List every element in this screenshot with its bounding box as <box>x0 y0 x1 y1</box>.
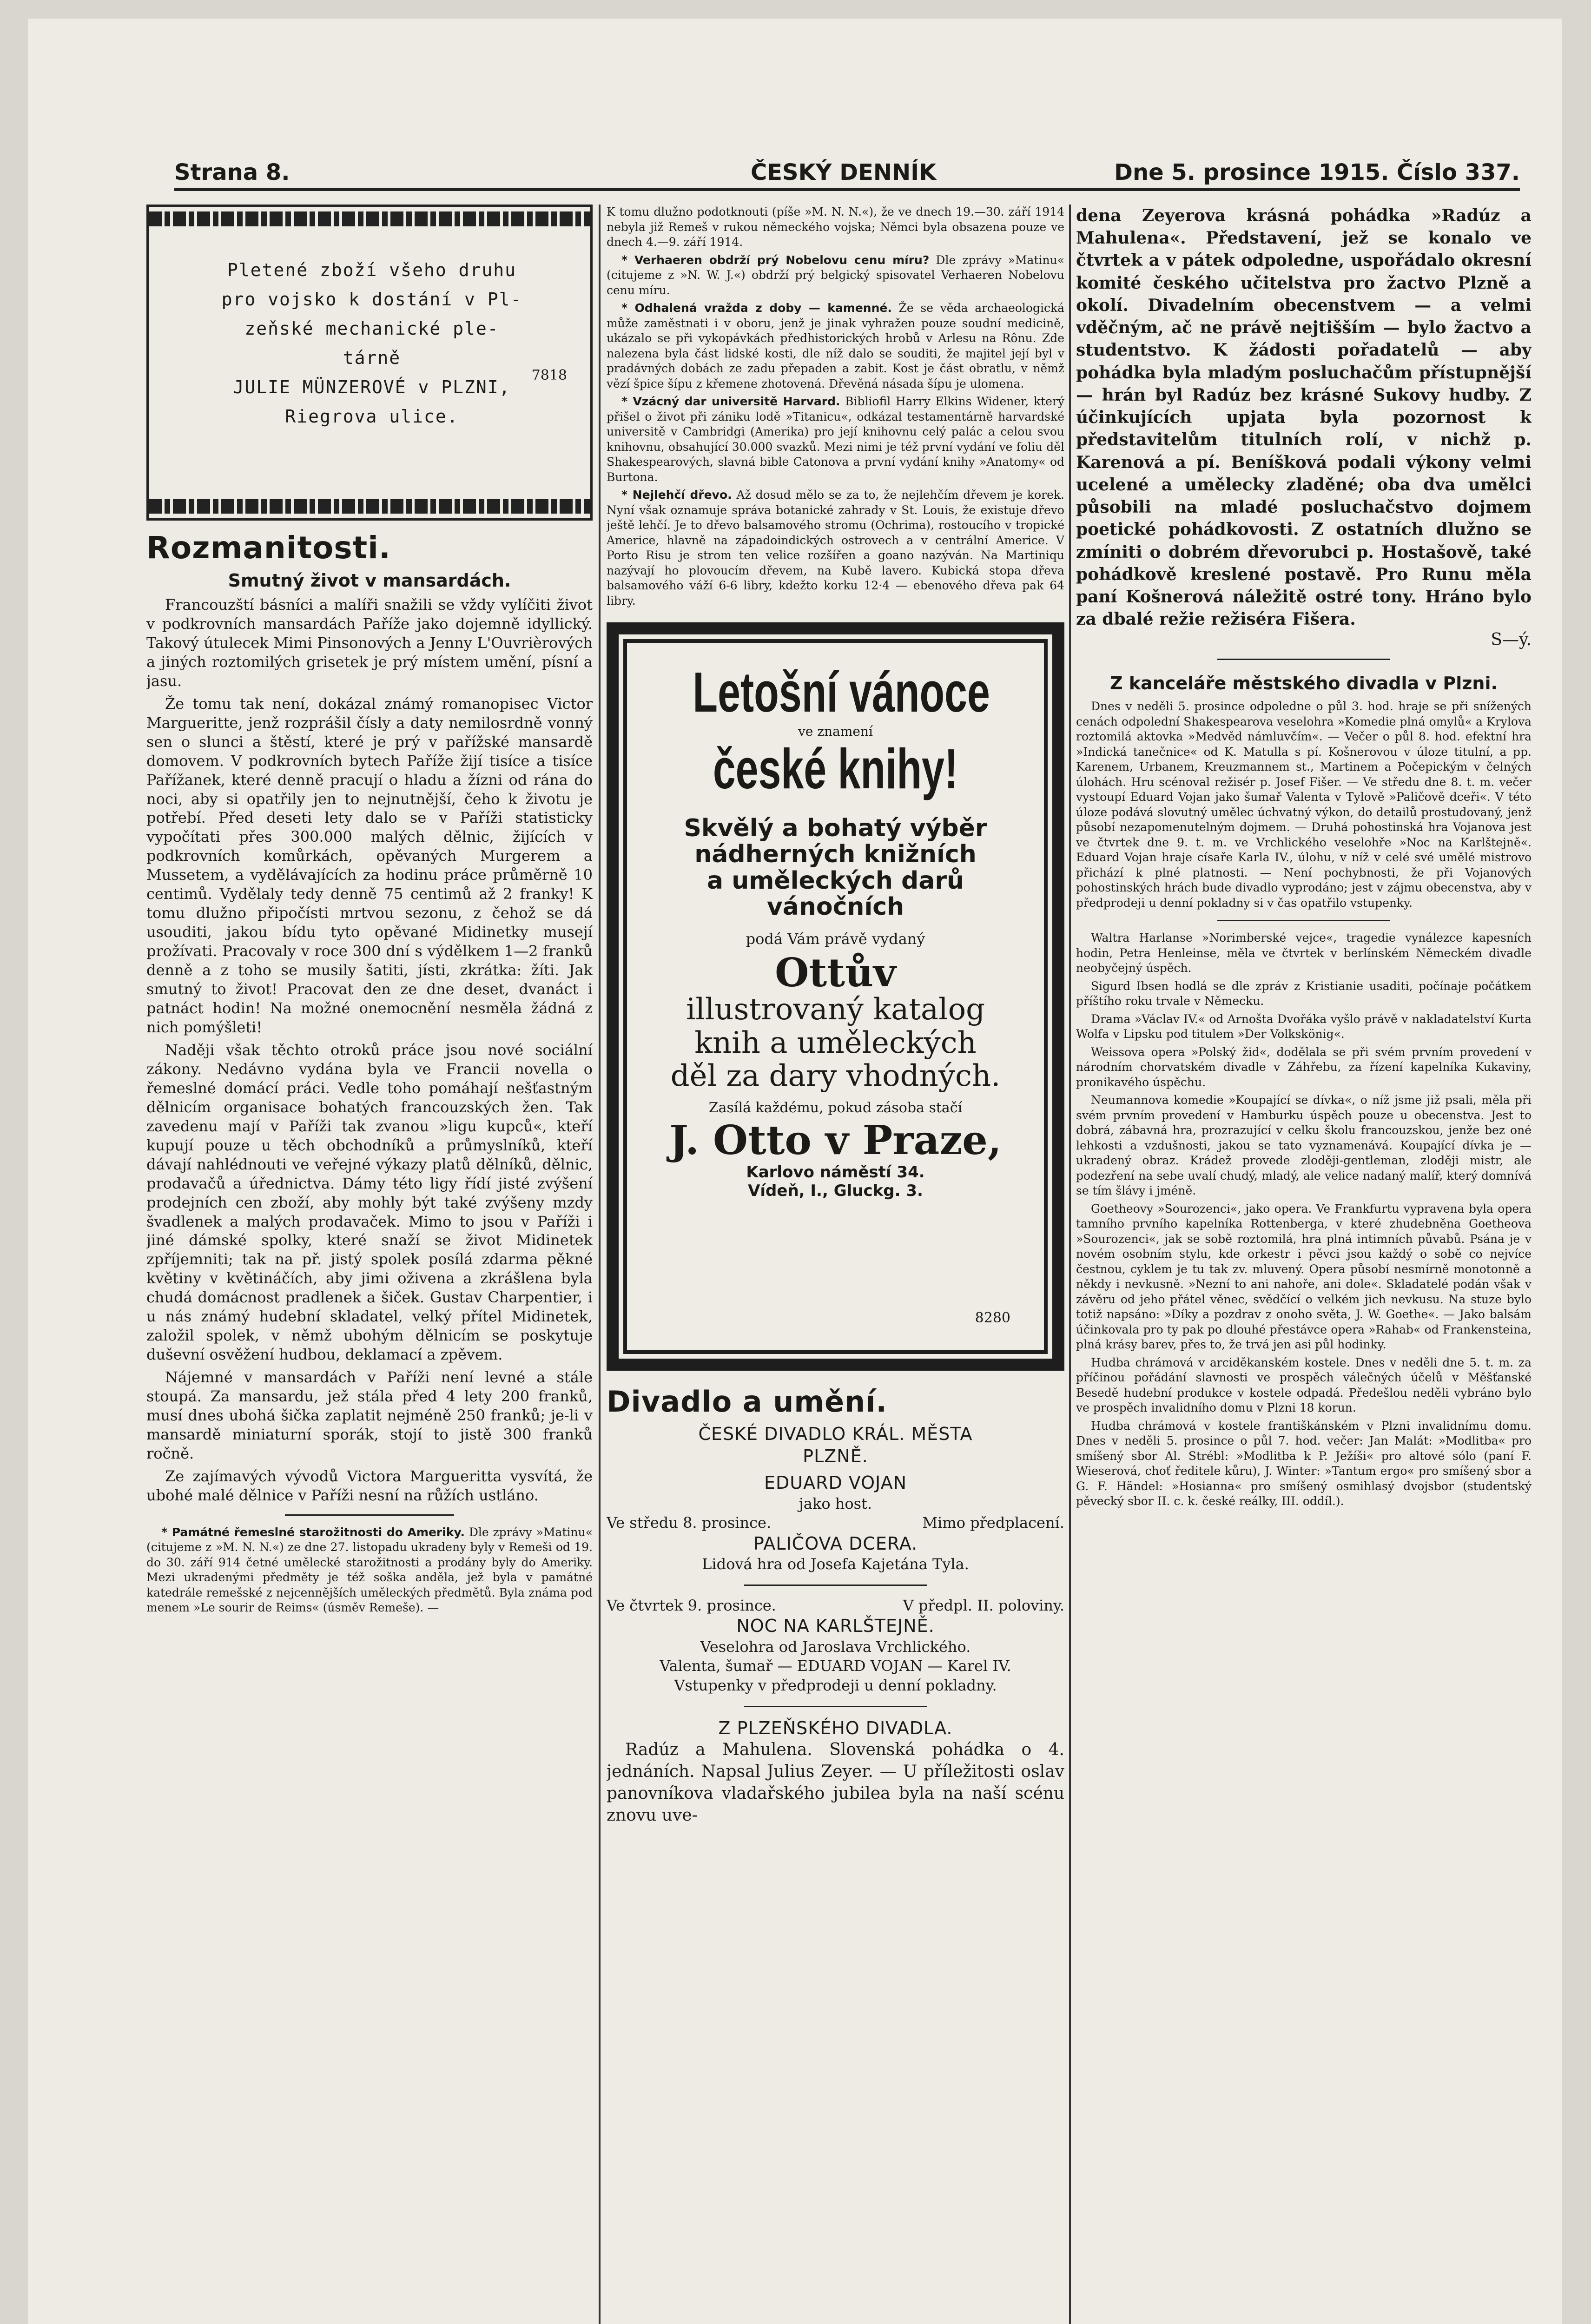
note <box>607 488 1064 608</box>
performance-date-row <box>607 1596 1064 1616</box>
performance-date: Ve středu 8. prosince. <box>607 1514 772 1532</box>
play-subtitle: Veselohra od Jaroslava Vrchlického. <box>700 1637 971 1656</box>
performance-note: Mimo předplacení. <box>922 1514 1064 1532</box>
ad-headline: Letošní vánoce <box>693 660 990 724</box>
ad-text <box>172 256 572 431</box>
column-2 <box>607 205 1064 2324</box>
page-header <box>174 156 1520 191</box>
advertisement-munzerova <box>146 205 593 521</box>
ad-offer-line: vánočních <box>766 892 904 921</box>
play-cast: Valenta, šumař — EDUARD VOJAN — Karel IV. <box>660 1657 1011 1675</box>
advertisement-otto <box>607 622 1064 1371</box>
ad-line: tárně <box>343 348 401 369</box>
review-continuation <box>1076 205 1532 630</box>
ad-offer-line: nádherných knižních <box>694 840 977 869</box>
page-number: Strana 8. <box>174 159 290 185</box>
theatre-section <box>607 1385 1064 1826</box>
note <box>607 253 1064 298</box>
ad-sending: Zasílá každému, pokud zásoba stačí <box>708 1100 963 1116</box>
column-rule-1 <box>599 205 601 2324</box>
notice-starozitnosti <box>146 1525 593 1616</box>
article-paragraph: Francouzští básníci a malíři snažili se vždy vylíčiti život v podkrovních mansardách Paříže jako dojemně idyllický. Takový útulecek Mimi Pinsonových a Jenny L'Ouvrièrových a jiných roztomilých grisetek je prý místem umění, písní a jasu. <box>146 596 593 690</box>
office-paragraph: Dnes v neděli 5. prosince odpoledne o půl 3. hod. hraje se při snížených cenách odpolední Shakespearova veselohra »Komedie plná omylů« a Krylova roztomilá aktovka »Medvěd námluvčím«. — Večer o půl 8. hod. efektní hra »Indická tanečnice« od K. Matulla s pí. Košnerovou v úloze titulní, a pp. Karenem, Urbanem, Kreuzmannem st., Martinem a Počepickým v čelných úlohách. Hru scénoval režisér p. Josef Fišer. — Ve středu dne 8. t. m. večer vystoupí Eduard Vojan jako šumař Valenta v Tylově »Paličově dceři«. V této úloze podává slovutný umělec úchvatný výkon, do detailů prostudovaný, jenž působí nezapomenutelným dojmem. — Druhá pohostinská hra Vojanova jest ve čtvrtek dne 9. t. m. ve Vrchlického veselohře »Noc na Karlštejně«. Eduard Vojan hraje císaře Karla IV., úlohu, v níž v celé své umělé mistrovo přichází k plné platnosti. — Není pochybnosti, že při Vojanových pohostinských hrách bude divadlo vyprodáno; jest v zájmu obecenstva, aby v předprodeji u denní pokladny si v čas opatřilo vstupenky. <box>1076 700 1532 910</box>
divider <box>285 1514 455 1516</box>
notice-text: Dle zprávy »Matinu« (citujeme z »M. N. N.«) ze dne 27. listopadu ukradeny byly v Remeši od 19. do 30. září 914 četné umělecké starožitnosti a prodány byly do Ameriky. Mezi ukradenými předměty je též soška anděla, jež byla v památné katedrále remešské z nejcennějších uměleckých předmětů. Byla známa pod menem »Le sourir de Reims« (úsměv Remeše). — <box>146 1525 593 1615</box>
ad-line: Pletené zboží všeho druhu <box>227 260 516 280</box>
ad-catalog <box>637 993 1034 1093</box>
ad-line: pro vojsko k dostání v Pl- <box>221 289 522 310</box>
note-text: Až dosud mělo se za to, že nejlehčím dřevem je korek. Nyní však oznamuje správa botanické zahrady v St. Louis, že existuje dřevo ještě lehčí. Je to dřevo balsamového stromu (Ochrima), rostoucího v tropické Americe, hlavně na západoindických ostrovech a v centrální Americe. V Porto Risu je strom ten velice rozšířen a goano nazýván. Na Martiniqu nazývají ho plovoucím dřevem, na Kubě lavero. Kubická stopa dřeva balsamového váží 6-6 libry, kdežto korku 12·4 — ebenového dřeva pak 64 libry. <box>607 488 1064 607</box>
review-paragraph: dena Zeyerova krásná pohádka »Radúz a Mahulena«. Představení, jež se konalo ve čtvrtek a v pátek odpoledne, uspořádalo okresní komité českého učitelstva pro žactvo Plzně a okolí. Divadelním obecenstvem — a velmi vděčným, ač ne právě nejtišším — bylo žactvo a studentstvo. K žádosti pořadatelů — aby pohádka byla mladým posluchačům přístupnější — hrán byl Radúz bez krásné Sukovy hudby. Z účinkujících upjata byla pozornost k představitelům titulních rolí, v nichž p. Karenová a pí. Beníšková podali výkony velmi ucelené a umělecky zladěné; oba dva umělci působili na mladé posluchačstvo dojmem poetické pohádkovosti. Z ostatních dlužno se zmíniti o dobrém dřevorubci p. Hostašově, také pohádkově kreslené postavě. Pro Runu měla paní Košnerová náležitě ostré tony. Hráno bylo za dbalé režie režiséra Fišera. <box>1076 206 1532 629</box>
plzen-theatre-text: Radúz a Mahulena. Slovenská pohádka o 4. jednáních. Napsal Julius Zeyer. — U příležitosti oslav panovníkova vladařského jubilea byla na naší scénu znovu uve- <box>607 1740 1064 1825</box>
signature: S—ý. <box>1491 630 1532 650</box>
note <box>607 205 1064 250</box>
note-heading: * Nejlehčí dřevo. <box>621 488 732 502</box>
play-title: NOC NA KARLŠTEJNĚ. <box>736 1616 935 1637</box>
ad-firm: J. Otto v Praze, <box>669 1117 1002 1164</box>
ad-catalog-line: děl za dary vhodných. <box>670 1059 1001 1094</box>
theatre-name <box>607 1423 1064 1467</box>
theatre-name-line: ČESKÉ DIVADLO KRÁL. MĚSTA <box>698 1424 973 1444</box>
ornament-band-bottom <box>149 499 590 514</box>
divider <box>1217 920 1390 921</box>
note-text: K tomu dlužno podotknouti (píše »M. N. N.«), že ve dnech 19.—30. září 1914 nebyla již Remeš v rukou německého vojska; Němci byla obsazena pouze ve dnech 4.—9. září 1914. <box>607 205 1064 249</box>
article-title: Smutný život v mansardách. <box>228 570 511 591</box>
ad-ottuv: Ottův <box>775 949 896 996</box>
divider <box>1217 659 1390 660</box>
article-paragraph: Že tomu tak není, dokázal známý romanopisec Victor Margueritte, jenž rozprášil čísly a daty nemilosrdně vonný sen o slunci a štěstí, které je prý v pařížské mansardě domovem. V podkrovních bytech Paříže žijí tisíce a tisíce Pařížanek, které denně pracují o hladu a žízni od rána do noci, aby si opatřily jen to nejnutnější, čeho k životu je potřebí. Před deseti lety dalo se v Paříži statisticky vypočítati přes 300.000 malých dělnic, žijících v podkrovních komůrkách, opěvaných Murgerem a Mussetem, a vydělávajících za hodinu práce průměrně 10 centimů. Vydělaly tedy denně 75 centimů až 2 franky! K tomu dlužno připočísti mrtvou sezonu, z čehož se dá usouditi, jakou bídu tyto opěvané Midinetky musejí prožívati. Pracovaly v roce 300 dní s výdělkem 1—2 franků denně a z toho se musily šatiti, jísti, zkrátka: žíti. Jak smutný to život! Pracovat den ze dne deset, dvanáct i patnáct hodin! Na možné onemocnění nesměla žádná z nich pomýšleti! <box>146 694 593 1036</box>
column-rule-2 <box>1069 205 1071 2324</box>
ad-address-line: Karlovo náměstí 34. <box>746 1162 925 1182</box>
newspaper-title: ČESKÝ DENNÍK <box>751 159 937 185</box>
divider <box>744 1706 927 1707</box>
performance-date: Ve čtvrtek 9. prosince. <box>607 1596 776 1614</box>
issue-date: Dne 5. prosince 1915. Číslo 337. <box>1114 159 1520 185</box>
ad-catalog-line: knih a uměleckých <box>694 1025 977 1060</box>
culture-note: Hudba chrámová v kostele františkánském v Plzni invalidnímu domu. Dnes v neděli 5. prosince o půl 7. hod. večer: Jan Malát: »Modlitba« pro smíšený sbor Al. Strébl: »Modlitba k P. Ježíši« pro altové sólo (paní F. Wieserová, choť ředitele kůru), J. Winter: »Tantum ergo« pro smíšený sbor a G. F. Händel: »Hosianna« pro smíšený osmihlasý dvojsbor (studentský pěvecký sbor II. c. k. české reálky, III. oddíl.). <box>1076 1419 1532 1508</box>
ornament-band-top <box>149 211 590 226</box>
note <box>607 301 1064 391</box>
ad-content <box>637 662 1034 1201</box>
theatre-name-line: PLZNĚ. <box>803 1446 868 1466</box>
ad-offer-line: a uměleckých darů <box>707 866 964 895</box>
play-title: PALIČOVA DCERA. <box>753 1533 918 1554</box>
guest-sub: jako host. <box>799 1494 872 1512</box>
plzen-theatre-title: Z PLZEŇSKÉHO DIVADLA. <box>718 1717 953 1738</box>
divider <box>744 1585 927 1586</box>
column-3 <box>1076 205 1532 2324</box>
section-title-divadlo: Divadlo a umění. <box>607 1385 887 1419</box>
ad-headline: české knihy! <box>713 737 958 801</box>
culture-note: Waltra Harlanse »Norimberské vejce«, tragedie vynálezce kapesních hodin, Petra Henleinse, měla ve čtvrtek v berlínském Německém divadle neobyčejný úspěch. <box>1076 931 1532 975</box>
ad-address-line: Vídeň, I., Gluckg. 3. <box>748 1182 923 1201</box>
ad-address <box>637 1163 1034 1201</box>
ad-number: 7818 <box>531 367 567 383</box>
ad-number: 8280 <box>975 1310 1010 1326</box>
ad-line: zeňské mechanické ple- <box>244 318 499 339</box>
note-text: Dle zprávy »Matinu« (citujeme z »N. W. J.«) obdrží prý belgický spisovatel Verhaeren Nobelovu cenu míru. <box>607 253 1064 297</box>
article-paragraph: Naději však těchto otroků práce jsou nové sociální zákony. Nedávno vydána byla ve Francii novella o řemeslné domácí práci. Vedle toho pomáhají nešťastným dělnicím organisace bohatých francouzských žen. Tak zavedenu mají v Paříži tak zvanou »ligu kupců«, kteří kupují pouze u těch obchodníků a průmyslníků, kteří dávají nahlédnouti ve veřejné výkazy platů dělníků, dělnic, prodavačů a úřednictva. Dámy této ligy řídí jisté zvýšení prodejních cen zboží, aby mohly být také zvýšeny mzdy švadlenek a malých prodavaček. Mimo to jsou v Paříži i jiné dámské spolky, které snaží se život Midinetek zpříjemniti; tak na př. jistý spolek posílá zdarma pěkné květiny v květináčích, aby jimi oživena a zkrášlena byla chudá domácnost pradlenek a šiček. Gustav Charpentier, i u nás známý hudební skladatel, velký přítel Midinetek, založil spolek, v němž ubohým dělnicím se poskytuje duševní osvěžení hudbou, deklamací a zpěvem. <box>146 1041 593 1364</box>
performance-date-row <box>607 1513 1064 1533</box>
ad-offer <box>637 815 1034 920</box>
tickets-note: Vstupenky v předprodeji u denní pokladny. <box>674 1677 997 1695</box>
ad-line: JULIE MÜNZEROVÉ v PLZNI, <box>233 377 511 398</box>
ad-line: Riegrova ulice. <box>285 406 459 427</box>
note-heading: * Vzácný dar universitě Harvard. <box>621 395 840 408</box>
performance-note: V předpl. II. poloviny. <box>903 1596 1064 1614</box>
article-paragraph: Nájemné v mansardách v Paříži není levné a stále stoupá. Za mansardu, jež stála před 4 lety 200 franků, musí dnes ubohá šička zaplatit nejméně 250 franků; je-li v mansardě miniaturní sporák, stojí to jistě 300 franků ročně. <box>146 1368 593 1462</box>
culture-note: Goetheovy »Sourozenci«, jako opera. Ve Frankfurtu vypravena byla opera tamního prvního kapelníka Rottenberga, v které zhudebněna Goetheova »Sourozenci«, jak se sobě roztomilá, hra plná intimních půvabů. Psána je v novém osobním stylu, kde orkestr i pěvci jsou každý o sobě co nejvíce čestnou, cyklem je tu tak zv. mluvený. Opera působí nesmírně monotonně a někdy i nevkusně. »Nezní to ani nahoře, ani dole«. Skladatelé podán však v závěru od jeho přátel věnec, svědčící o velkém jich nevkusu. Na stuze bylo totiž napsáno: »Díky a pozdrav z onoho světa, J. W. Goethe«. — Jako balsám účinkovala pro ty pak po dlouhé přestávce opera »Rahab« od Frankensteina, plná krásy barev, přes to, že trvá jen asi půl hodinky. <box>1076 1202 1532 1352</box>
culture-note: Neumannova komedie »Koupající se dívka«, o níž jsme již psali, měla při svém prvním provedení v Hamburku úspěch pouze u obecenstva. Jest to dobrá, zábavná hra, prozrazující v celku školu francouzskou, jenže bez oné lehkosti a vzdušnosti, jakou se tato vyznamenává. Koupající dívka je — ukradený obraz. Krádež provede zloději-gentleman, zloději mistr, ale podezření na sebe uvalí chudý, mladý, ale velice nadaný malíř, který domnívá se tím šlávy i jméně. <box>1076 1093 1532 1198</box>
guest-name: EDUARD VOJAN <box>764 1472 907 1493</box>
newspaper-page <box>28 19 1562 2324</box>
ad-catalog-line: illustrovaný katalog <box>686 992 985 1027</box>
column-1 <box>146 205 593 2324</box>
section-title-rozmanitosti: Rozmanitosti. <box>146 530 391 566</box>
article-paragraph: Ze zajímavých vývodů Victora Margueritta vysvítá, že ubohé malé dělnice v Paříži nesní na růžích ustláno. <box>146 1467 593 1504</box>
note <box>607 394 1064 485</box>
note-text: Bibliofil Harry Elkins Widener, který přišel o život při zániku lodě »Titanicu«, odkázal testamentárně harvardské universitě v Cambridgi (Amerika) pro její knihovnu celý palác a celou svou knihovnu, obsahující 30.000 svazků. Mezi nimi je též první vydání ve foliu děl Shakespearových, slavná bible Catonova a první vydání knihy »Anatomy« od Burtona. <box>607 395 1064 484</box>
ad-headline-small: ve znamení <box>798 724 873 739</box>
ad-offer-line: Skvělý a bohatý výběr <box>684 814 987 843</box>
note-heading: * Odhalená vražda z doby — kamenné. <box>621 301 892 315</box>
note-text: Že se věda archaeologická může zaměstnati i v oboru, jenž je jinak vyhražen pouze soudní medicině, ukázalo se při vykopávkách předhistorických hrobů v Arlesu na Rônu. Zde nalezena byla část lidské kosti, dle níž dalo se souditi, že majitel její byl v pradávných dobách ze zadu přepaden a zabit. Kost je část obratlu, v němž vězí špice šípu z křemene zhotovená. Dřevěná násada šípu je ulomena. <box>607 301 1064 390</box>
ad-released: podá Vám právě vydaný <box>746 930 925 948</box>
culture-note: Drama »Václav IV.« od Arnošta Dvořáka vyšlo právě v nakladatelství Kurta Wolfa v Lipsku pod titulem »Der Volkskönig«. <box>1076 1012 1532 1041</box>
notice-heading: * Památné řemeslné starožitnosti do Ameriky. <box>161 1525 465 1539</box>
culture-note: Weissova opera »Polský žid«, dodělala se při svém prvním provedení v národním chorvatském divadle v Záhřebu, za řízení kapelníka Kukaviny, pronikavého úspěchu. <box>1076 1045 1532 1089</box>
culture-note: Hudba chrámová v arciděkanském kostele. Dnes v neděli dne 5. t. m. za příčinou pořádání slavnosti ve prospěch válečných účelů v Měšťanské Besedě hudební produkce v kostele odpadá. Předešlou neděli vybráno bylo ve prospěch invalidního domu v Plzni 18 korun. <box>1076 1355 1532 1415</box>
play-subtitle: Lidová hra od Josefa Kajetána Tyla. <box>702 1555 969 1573</box>
office-title: Z kanceláře městského divadla v Plzni. <box>1110 673 1498 694</box>
culture-note: Sigurd Ibsen hodlá se dle zpráv z Kristianie usaditi, počínaje počátkem příštího roku trvale v Německu. <box>1076 979 1532 1008</box>
note-heading: * Verhaeren obdrží prý Nobelovu cenu míru? <box>621 253 930 267</box>
